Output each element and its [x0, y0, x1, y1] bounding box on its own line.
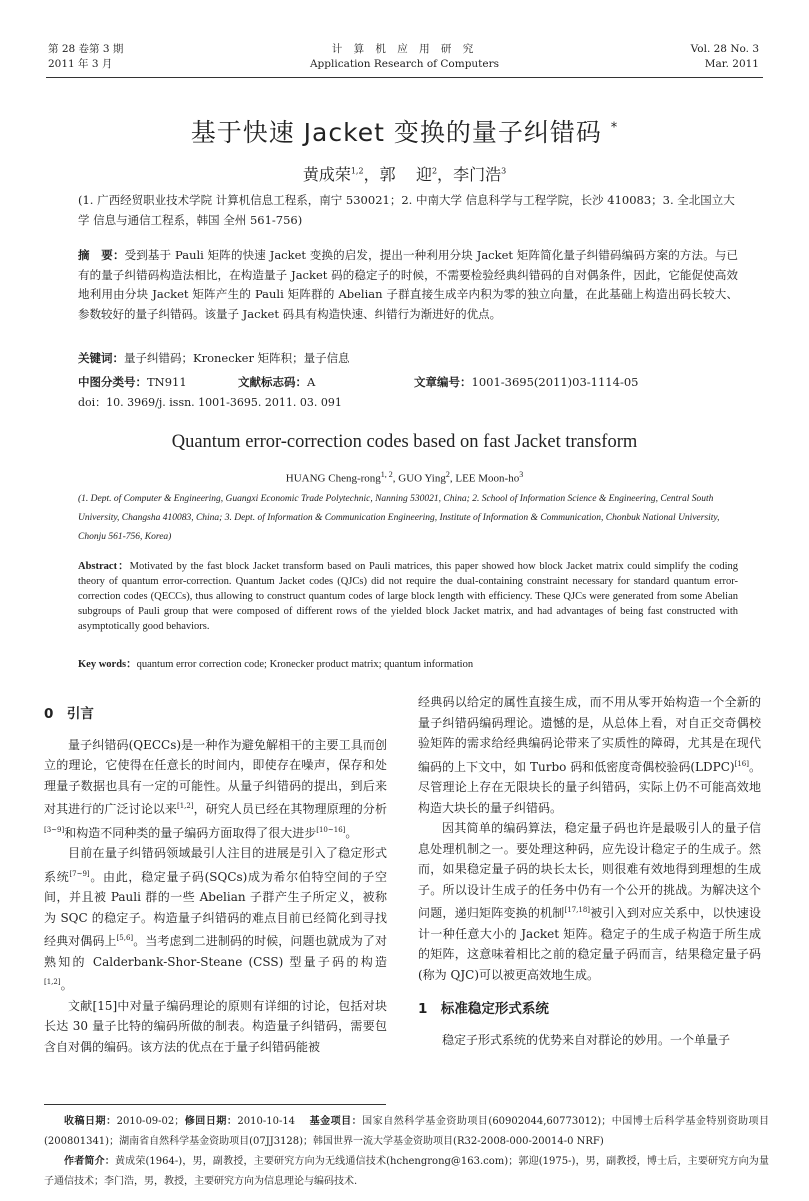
doc-code-value: A [307, 375, 316, 389]
revised-date: 2010-10-14 [237, 1116, 296, 1127]
paragraph-text: 目前在量子纠错码领域最引人注目的进展是引入了稳定形式系统 [44, 846, 387, 884]
article-no-value: 1001-3695(2011)03-1114-05 [471, 375, 639, 389]
author-cn-3-affil: 3 [501, 166, 507, 176]
keywords-cn [78, 350, 350, 366]
doc-code-label: 文献标志码： [238, 375, 307, 389]
paragraph-text: ，研究人员已经在其物理原理的分析 [193, 802, 387, 816]
paper-title-cn [60, 113, 749, 149]
volume-issue-cn: 第 28 卷第 3 期 [48, 43, 124, 55]
keywords-en-text: quantum error correction code; Kronecker product matrix; quantum information [136, 659, 474, 670]
body-column-right [418, 692, 761, 1050]
authors-en [60, 470, 749, 485]
citation: [3~9] [44, 825, 65, 834]
date-cn: 2011 年 3 月 [48, 58, 113, 70]
paper-title-en: Quantum error-correction codes based on fast Jacket transform [171, 432, 638, 452]
fund-label: 基金项目： [309, 1116, 363, 1127]
author-en-3-affil: 3 [519, 470, 524, 479]
affiliations-en: (1. Dept. of Computer & Engineering, Guangxi Economic Trade Polytechnic, Nanning 530021, China; 2. School of Information Science & Engineering, Central South University, Changsha 410083, China; 3. Dept. of Information & Communication Engineering, Institute of Information & Communication, Chonbuk National University, Chonju 561-756, Korea) [78, 494, 720, 542]
keywords-en [78, 656, 473, 671]
footnote-author-bio [44, 1152, 769, 1192]
author-sep: , [449, 472, 456, 485]
paragraph-text: 。 [345, 825, 358, 840]
author-sep: ， [363, 165, 380, 184]
keywords-cn-label: 关键词： [78, 351, 124, 365]
paragraph-text: 。 [60, 978, 73, 992]
article-no-label: 文章编号： [414, 375, 472, 389]
affiliations-cn: (1. 广西经贸职业技术学院 计算机信息工程系，南宁 530021；2. 中南大学 信息科学与工程学院，长沙 410083；3. 全北国立大学 信息与通信工程系，韩国 全州 561-756) [78, 193, 735, 227]
citation: [5,6] [116, 934, 134, 942]
journal-name-cn: 计 算 机 应 用 研 究 [331, 43, 478, 55]
volume-issue-en: Vol. 28 No. 3 [690, 43, 759, 55]
paragraph-3: 文献[15]中对量子编码理论的原则有详细的讨论，包括对块长达 30 量子比特的编码所做的制表。构造量子纠错码，需要包含自对偶的编码。该方法的优点在于量子纠错码能被 [44, 998, 387, 1054]
journal-name-en: Application Research of Computers [309, 58, 500, 70]
paragraph-text: 量子纠错码(QECCs)是一种作为避免解相干的主要工具而创立的理论，它使得在任意长的时间内，即使存在噪声，保存和处理量子数据也具有一定的可能性。从量子纠错码的提出，到后来对其进行的广泛讨论以来 [44, 737, 387, 816]
revised-label: 修回日期： [184, 1116, 238, 1127]
citation: [1,2] [176, 802, 194, 810]
citation: [7~9] [69, 869, 90, 878]
bio-label: 作者简介： [64, 1156, 115, 1167]
date-en: Mar. 2011 [704, 58, 759, 70]
journal-issue-en [691, 42, 759, 72]
abstract-cn [78, 246, 738, 324]
abstract-en-text: Motivated by the fast block Jacket transform based on Pauli matrices, this paper showed how block Jacket matrix could simplify the coding theory of quantum error-correction. Quantum Jacket codes (QJCs) did not require the dual-containing constraint necessary for standard quantum error-correction codes (QECCs), thus allowing to construct quantum codes of large block length with efficiency. These QJCs were generated from some Abelian subgroups of Pauli group that were composed of different rows of the yielded block Jacket matrix, and had advantages of being fast constructed with asymptotically good behaviors. [78, 561, 738, 632]
section-heading-1: 1 标准稳定形式系统 [418, 1001, 549, 1017]
paragraph-text: 经典码以给定的属性直接生成，而不用从零开始构造一个全新的量子纠错码编码理论。遗憾的是，从总体上看，对自正交奇偶校验矩阵的需求给经典编码论带来了实质性的障碍，尤其是在现代编码的上下文中，如 Turbo 码和低密度奇偶校验码(LDPC) [418, 695, 761, 774]
clc-label: 中图分类号： [78, 375, 147, 389]
abstract-cn-text: 受到基于 Pauli 矩阵的快速 Jacket 变换的启发，提出一种利用分块 Jacket 矩阵简化量子纠错码编码方案的方法。与已有的量子纠错码构造法相比，在构造量子 Jacket 码的稳定子的时候，不需要检验经典纠错码的自对偶条件，因此，它能促使高效地利用由分块 Jacket 矩阵产生的 Pauli 矩阵群的 Abelian 子群直接生成辛内积为零的独立向量，在此基础上构造出码长较大、参数较好的量子纠错码。该量子 Jacket 码具有构造快速、纠错行为渐进好的优点。 [78, 248, 739, 321]
keywords-en-label: Key words： [78, 659, 137, 670]
author-en-1-affil: 1, 2 [380, 470, 393, 479]
paragraph-4 [418, 818, 761, 985]
journal-issue-cn [48, 42, 123, 72]
author-en-2: GUO Ying [398, 472, 446, 485]
author-cn-2-affil: 2 [431, 166, 438, 176]
section-heading-intro: 0 引言 [44, 706, 94, 722]
bio-text: 黄成荣(1964-)，男，副教授，主要研究方向为无线通信技术(hchengrong@163.com)；郭迎(1975-)，男，副教授，博士后，主要研究方向为量子通信技术；李门浩，男，教授，主要研究方向为信息理论与编码技术. [44, 1156, 769, 1187]
title-cn-text: 基于快速 Jacket 变换的量子纠错码 [190, 118, 602, 147]
header-rule [46, 77, 763, 78]
author-cn-2: 郭 迎 [379, 165, 432, 184]
author-cn-1: 黄成荣 [302, 165, 351, 184]
author-sep: , [392, 472, 399, 485]
citation: [10~16] [316, 825, 346, 834]
abstract-cn-label: 摘 要： [78, 248, 125, 262]
received-label: 收稿日期： [64, 1116, 117, 1127]
footnote-rule [44, 1104, 386, 1105]
author-en-1: HUANG Cheng-rong [285, 472, 381, 485]
paragraph-5: 稳定子形式系统的优势来自对群论的妙用。一个单量子 [442, 1032, 731, 1047]
paragraph-1 [44, 735, 387, 844]
citation: [1,2] [44, 978, 61, 986]
paragraph-text: 因其简单的编码算法，稳定量子码也许是最吸引人的量子信息处理机制之一。要处理这种码，应先设计稳定子的生成子。然而，如果稳定量子码的块长太长，则很难有效地得到理想的生成子。所以设计生成子的任务中仍有一个公开的挑战。为解决这个问题，递归矩阵变换的机制 [418, 821, 761, 920]
authors-cn [60, 162, 749, 185]
paragraph-text: 。由此，稳定量子码(SQCs)成为希尔伯特空间的子空间，并且被 Pauli 群的一些 Abelian 子群产生子所定义，被称为 SQC 的稳定子。构造量子纠错码的难点目前已经简化到寻找经典对偶码上 [44, 869, 387, 948]
citation: [17,18] [564, 906, 591, 914]
paragraph-text: 和构造不同种类的量子编码方面取得了很大进步 [64, 825, 317, 840]
author-en-2-affil: 2 [445, 470, 450, 479]
author-cn-1-affil: 1,2 [350, 166, 364, 176]
abstract-en [78, 559, 738, 634]
clc-value: TN911 [147, 375, 187, 389]
keywords-cn-text: 量子纠错码；Kronecker 矩阵积；量子信息 [124, 351, 350, 365]
received-date: 2010-09-02； [116, 1116, 185, 1127]
abstract-en-label: Abstract： [78, 561, 130, 572]
paragraph-text: 被引入到对应关系中，以快速设计一种任意大小的 Jacket 矩阵。稳定子的生成子构造于所生成的矩阵，这意味着相比之前的稳定量子码而言，结果稳定量子码(称为 QJC)可以被更高效地生成。 [418, 906, 761, 982]
title-footnote-mark: * [610, 120, 619, 136]
author-sep: ， [437, 165, 454, 184]
footnotes [44, 1112, 769, 1192]
citation: [16] [734, 759, 749, 768]
paragraph-3-cont [418, 692, 761, 818]
paragraph-text: 。当考虑到二进制码的时候，问题也就成为了对熟知的 Calderbank-Shor-Steane (CSS) 型量子码的构造 [44, 934, 387, 969]
doi: doi：10. 3969/j. issn. 1001-3695. 2011. 03. 091 [78, 396, 342, 409]
author-cn-3: 李门浩 [453, 165, 502, 184]
author-en-3: LEE Moon-ho [455, 472, 520, 485]
classification-line [78, 374, 758, 390]
paragraph-2 [44, 843, 387, 996]
paragraph-text: 。尽管理论上存在无限块长的量子纠错码，实际上仍不可能高效地构造大块长的量子纠错码。 [418, 759, 761, 815]
body-column-left [44, 698, 387, 1057]
journal-name [250, 42, 559, 72]
fund-text: 国家自然科学基金资助项目(60902044,60773012)；中国博士后科学基金特别资助项目(200801341)；湖南省自然科学基金资助项目(07JJ3128)；韩国世界一流大学基金资助项目(R32-2008-000-20014-0 NRF) [44, 1116, 770, 1147]
footnote-dates-fund [44, 1112, 769, 1152]
